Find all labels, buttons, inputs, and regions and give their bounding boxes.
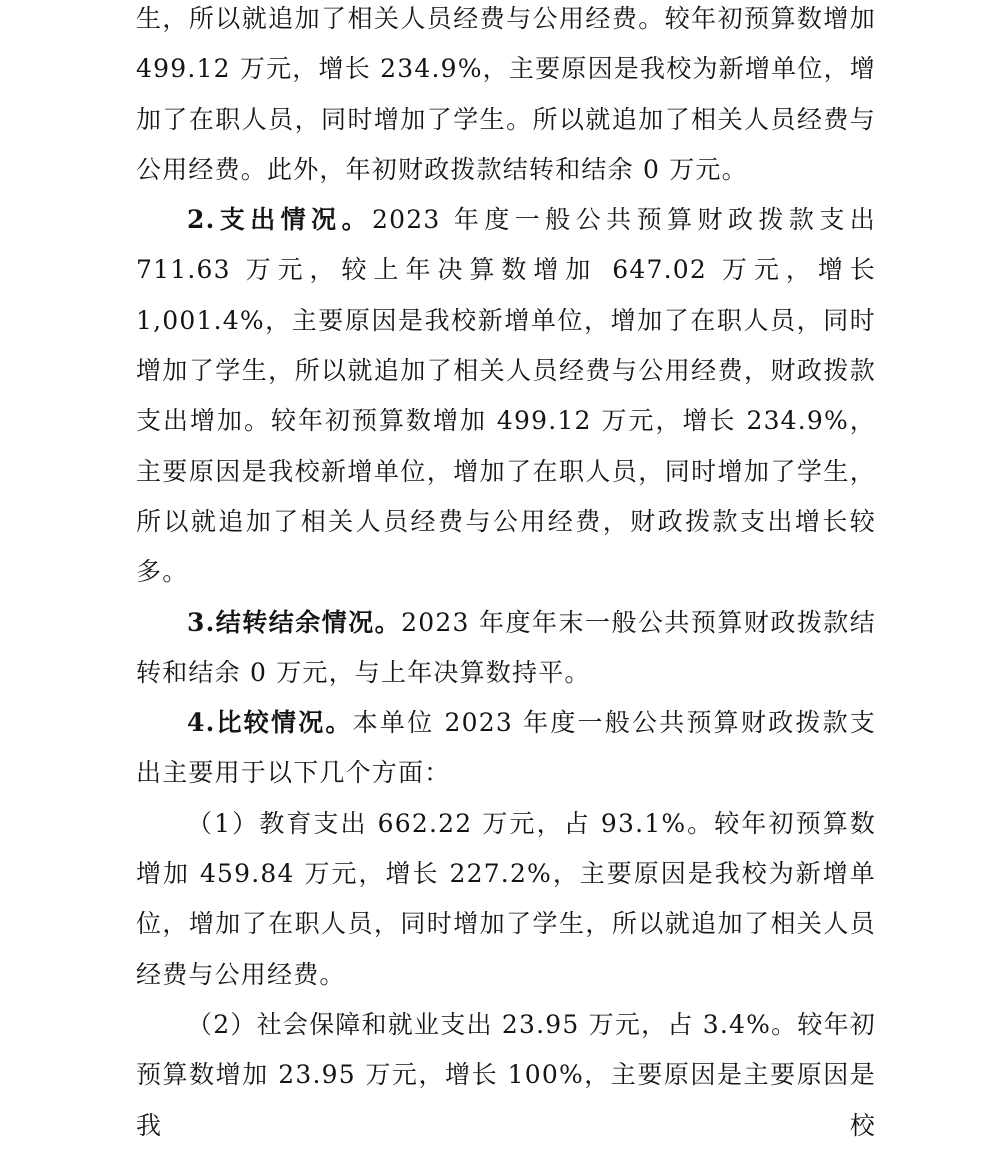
section-heading-carryover: 3.结转结余情况。 (187, 607, 402, 637)
section-heading-expenditure: 2.支出情况。 (187, 205, 373, 235)
paragraph-text: （1）教育支出 662.22 万元，占 93.1%。较年初预算数增加 459.84 万元，增长 227.2%，主要原因是我校为新增单位，增加了在职人员，同时增加了学生，所以就追加了相关人员经费与公用经费。 (136, 808, 876, 989)
paragraph-education-expenditure (136, 799, 876, 1000)
paragraph-comparison (136, 698, 876, 799)
paragraph-income-continued (136, 0, 876, 195)
paragraph-social-security-expenditure (136, 1000, 876, 1151)
paragraph-text: 2023 年度一般公共预算财政拨款支出 711.63 万元，较上年决算数增加 647.02 万元，增长 1,001.4%，主要原因是我校新增单位，增加了在职人员，同时增加了学生，所以就追加了相关人员经费与公用经费，财政拨款支出增加。较年初预算数增加 499.12 万元，增长 234.9%，主要原因是我校新增单位，增加了在职人员，同时增加了学生，所以就追加了相关人员经费与公用经费，财政拨款支出增长较多。 (136, 205, 877, 587)
paragraph-text: 生，所以就追加了相关人员经费与公用经费。较年初预算数增加 499.12 万元，增长 234.9%，主要原因是我校为新增单位，增加了在职人员，同时增加了学生。所以就追加了相关人员经费与公用经费。此外，年初财政拨款结转和结余 0 万元。 (136, 4, 876, 184)
paragraph-text: （2）社会保障和就业支出 23.95 万元，占 3.4%。较年初预算数增加 23.95 万元，增长 100%，主要原因是主要原因是我校 (136, 1009, 876, 1140)
document-page (136, 0, 876, 1151)
paragraph-carryover (136, 598, 876, 699)
section-heading-comparison: 4.比较情况。 (187, 708, 353, 738)
paragraph-expenditure (136, 195, 876, 597)
paragraph-text: 本单位 2023 年度一般公共预算财政拨款支出主要用于以下几个方面： (136, 708, 877, 788)
paragraph-text: 2023 年度年末一般公共预算财政拨款结转和结余 0 万元，与上年决算数持平。 (136, 607, 876, 687)
